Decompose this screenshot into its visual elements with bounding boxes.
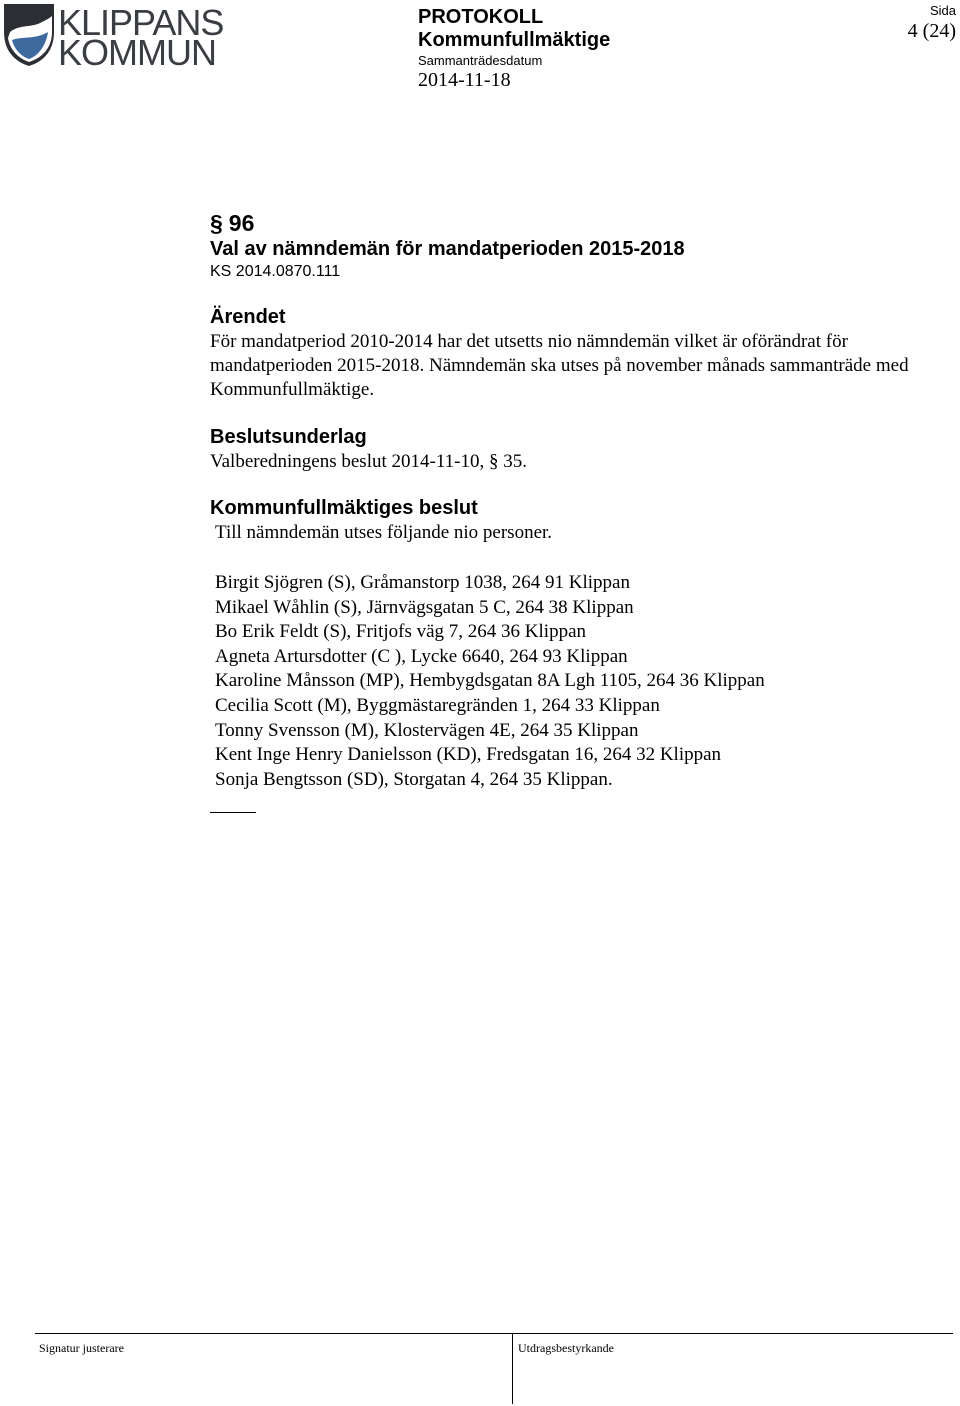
section-title: Val av nämndemän för mandatperioden 2015-2018 [210, 238, 685, 260]
persons-list [210, 571, 940, 792]
date-label: Sammanträdesdatum [418, 53, 543, 68]
footer-line [35, 1333, 953, 1334]
list-item: Karoline Månsson (MP), Hembygdsgatan 8A Lgh 1105, 264 36 Klippan [215, 670, 765, 692]
beslutsunderlag-heading: Beslutsunderlag [210, 426, 367, 448]
signature-label: Signatur justerare [39, 1341, 124, 1355]
municipality-logo [2, 2, 224, 73]
body-name: Kommunfullmäktige [418, 29, 611, 51]
list-item: Agneta Artursdotter (C ), Lycke 6640, 264 93 Klippan [215, 645, 628, 667]
arendet-heading: Ärendet [210, 306, 286, 328]
logo-text-line1: KLIPPANS [58, 2, 224, 43]
case-reference: KS 2014.0870.111 [210, 263, 341, 280]
end-rule [210, 812, 256, 813]
list-item: Sonja Bengtsson (SD), Storgatan 4, 264 35 Klippan. [215, 768, 613, 790]
meeting-date: 2014-11-18 [418, 69, 511, 91]
beslutsunderlag-text: Valberedningens beslut 2014-11-10, § 35. [210, 451, 527, 472]
coat-of-arms-icon [2, 2, 56, 68]
section-96 [210, 210, 940, 813]
beslut-text: Till nämndemän utses följande nio personer. [215, 522, 553, 543]
page-label: Sida [929, 3, 956, 18]
list-item: Cecilia Scott (M), Byggmästaregränden 1, 264 33 Klippan [215, 694, 660, 716]
logo-text-line2: KOMMUN [58, 32, 216, 73]
document-type: PROTOKOLL [418, 6, 544, 28]
arendet-text: För mandatperiod 2010-2014 har det utsetts nio nämndemän vilket är oförändrat för mandatperioden 2015-2018. Nämndemän ska utses på november månads sammanträde med Kommunfullmäktige. [210, 331, 909, 400]
section-number [210, 210, 940, 236]
extract-label: Utdragsbestyrkande [518, 1341, 614, 1355]
section-number-value: 96 [228, 210, 255, 236]
list-item: Kent Inge Henry Danielsson (KD), Fredsgatan 16, 264 32 Klippan [215, 744, 722, 766]
list-item: Bo Erik Feldt (S), Fritjofs väg 7, 264 36 Klippan [215, 621, 587, 643]
page-number: 4 (24) [907, 20, 956, 42]
list-item: Tonny Svensson (M), Klostervägen 4E, 264 35 Klippan [215, 719, 639, 741]
footer-divider [512, 1333, 513, 1404]
paragraph-sign: § [210, 210, 223, 236]
beslut-heading: Kommunfullmäktiges beslut [210, 497, 478, 519]
list-item: Birgit Sjögren (S), Gråmanstorp 1038, 264 91 Klippan [215, 572, 630, 593]
list-item: Mikael Wåhlin (S), Järnvägsgatan 5 C, 264 38 Klippan [215, 596, 634, 618]
